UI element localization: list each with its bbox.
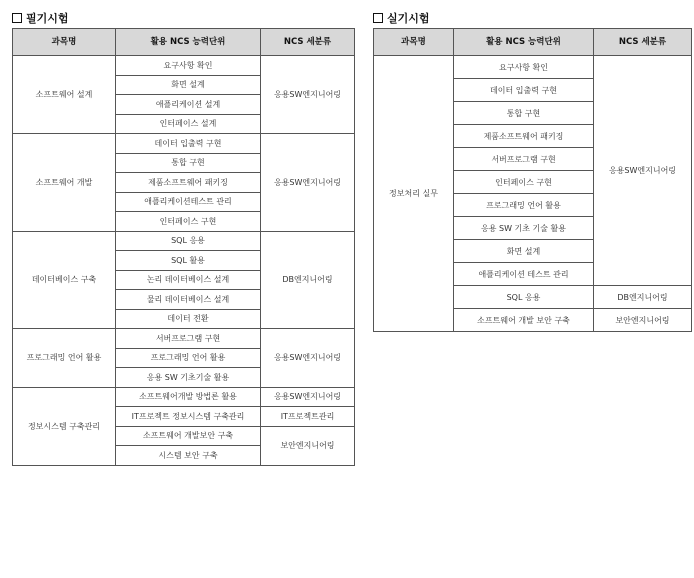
subject-name-cell: 데이터베이스 구축 [13,231,116,329]
header-ncs-unit: 활용 NCS 능력단위 [454,29,594,56]
ncs-unit-cell: 서버프로그램 구현 [116,329,261,349]
ncs-category-cell: 응용SW엔지니어링 [261,134,355,232]
ncs-unit-cell: 시스템 보안 구축 [116,446,261,466]
ncs-unit-cell: 화면 설계 [454,240,594,263]
ncs-unit-cell: SQL 활용 [116,251,261,271]
ncs-category-cell: 보안엔지니어링 [261,426,355,465]
ncs-unit-cell: 논리 데이터베이스 설계 [116,270,261,290]
practical-header-row [374,29,692,56]
checkbox-square-icon [373,13,383,23]
written-table-body [13,56,355,466]
practical-exam-title-text: 실기시험 [387,12,430,25]
ncs-unit-cell: 소프트웨어 개발 보안 구축 [454,309,594,332]
subject-name-cell: 소프트웨어 설계 [13,56,116,134]
ncs-unit-cell: 제품소프트웨어 패키징 [454,125,594,148]
ncs-unit-cell: 응용 SW 기초 기술 활용 [454,217,594,240]
table-row [13,329,355,349]
ncs-unit-cell: 인터페이스 구현 [116,212,261,232]
ncs-category-cell: IT프로젝트관리 [261,407,355,427]
header-subject: 과목명 [13,29,116,56]
table-row [13,387,355,407]
table-row [13,231,355,251]
ncs-unit-cell: 애플리케이션테스트 관리 [116,192,261,212]
ncs-unit-cell: 소프트웨어개발 방법론 활용 [116,387,261,407]
ncs-unit-cell: 소프트웨어 개발보안 구축 [116,426,261,446]
practical-table-body [374,56,692,332]
ncs-unit-cell: 물리 데이터베이스 설계 [116,290,261,310]
written-header-row [13,29,355,56]
ncs-unit-cell: 서버프로그램 구현 [454,148,594,171]
header-ncs-category: NCS 세분류 [261,29,355,56]
table-row [13,134,355,154]
table-row [13,56,355,76]
subject-name-cell: 소프트웨어 개발 [13,134,116,232]
ncs-unit-cell: 요구사항 확인 [454,56,594,79]
ncs-unit-cell: 프로그래밍 언어 활용 [116,348,261,368]
ncs-category-cell: DB엔지니어링 [594,286,692,309]
checkbox-square-icon [12,13,22,23]
ncs-unit-cell: 통합 구현 [454,102,594,125]
ncs-category-cell: DB엔지니어링 [261,231,355,329]
practical-exam-title [373,10,430,26]
ncs-unit-cell: 인터페이스 구현 [454,171,594,194]
ncs-unit-cell: 응용 SW 기초기술 활용 [116,368,261,388]
ncs-unit-cell: IT프로젝트 정보시스템 구축관리 [116,407,261,427]
header-ncs-category: NCS 세분류 [594,29,692,56]
written-exam-title-text: 필기시험 [26,12,69,25]
ncs-category-cell: 보안엔지니어링 [594,309,692,332]
ncs-unit-cell: 인터페이스 설계 [116,114,261,134]
ncs-unit-cell: SQL 응용 [116,231,261,251]
ncs-unit-cell: 프로그래밍 언어 활용 [454,194,594,217]
ncs-unit-cell: 애플리케이션 테스트 관리 [454,263,594,286]
ncs-unit-cell: 애플리케이션 설계 [116,95,261,115]
header-subject: 과목명 [374,29,454,56]
header-ncs-unit: 활용 NCS 능력단위 [116,29,261,56]
ncs-unit-cell: 화면 설계 [116,75,261,95]
written-exam-title [12,10,69,26]
subject-name-cell: 프로그래밍 언어 활용 [13,329,116,388]
ncs-unit-cell: 데이터 입출력 구현 [454,79,594,102]
ncs-unit-cell: 요구사항 확인 [116,56,261,76]
subject-name-cell: 정보처리 실무 [374,56,454,332]
written-exam-table [12,28,355,466]
ncs-category-cell: 응용SW엔지니어링 [261,56,355,134]
ncs-unit-cell: SQL 응용 [454,286,594,309]
ncs-category-cell: 응용SW엔지니어링 [261,329,355,388]
ncs-category-cell: 응용SW엔지니어링 [261,387,355,407]
subject-name-cell: 정보시스템 구축관리 [13,387,116,465]
table-row [374,56,692,79]
ncs-unit-cell: 제품소프트웨어 패키징 [116,173,261,193]
ncs-unit-cell: 데이터 전환 [116,309,261,329]
ncs-unit-cell: 통합 구현 [116,153,261,173]
ncs-category-cell: 응용SW엔지니어링 [594,56,692,286]
ncs-unit-cell: 데이터 입출력 구현 [116,134,261,154]
practical-exam-table [373,28,692,332]
